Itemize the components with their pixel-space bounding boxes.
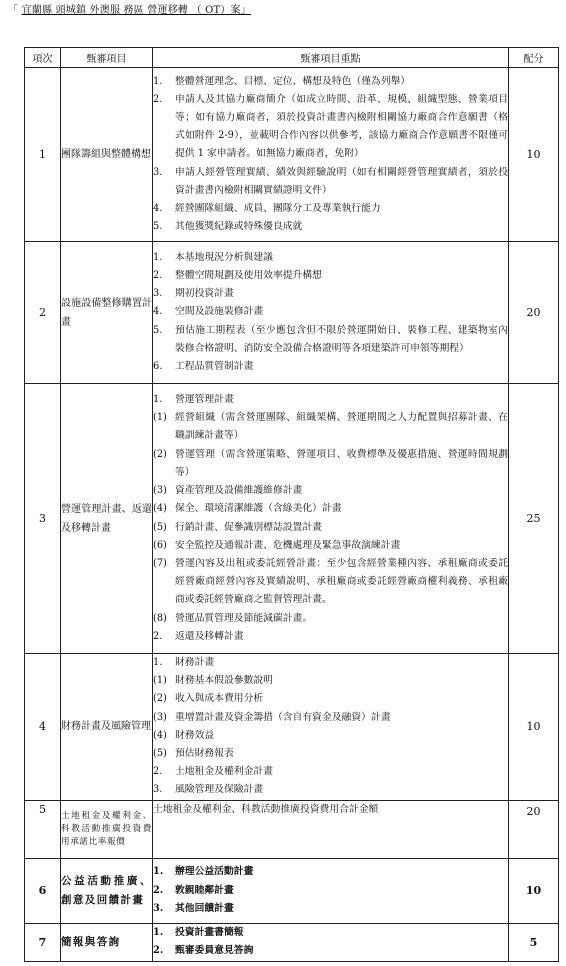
table-row [25, 858, 559, 923]
title-open-bracket: 「 [8, 5, 19, 16]
list-item: (4) 保全、環境清潔維護（含綠美化）計畫 [153, 503, 342, 515]
table-row [25, 384, 559, 654]
list-item: (2) 營運管理（需含營運策略、營運項目、收費標準及優惠措施、營運時間規劃等） [153, 448, 508, 478]
row-desc [153, 654, 509, 801]
list-item: 1. 整體營運理念、目標、定位、構想及特色（僅為列舉） [153, 75, 411, 87]
row-no: 6 [25, 858, 61, 923]
row-desc [153, 800, 509, 858]
list-item: 3. 申請人經營管理實績、績效與經驗說明（如有相關經營管理實績者，須於投資計畫書內檢附相關實績證明文件） [153, 166, 508, 196]
table-row [25, 800, 559, 858]
evaluation-table [24, 47, 559, 962]
list-item: (2) 收入與成本費用分析 [153, 693, 264, 705]
row-item: 財務計畫及風險管理 [61, 654, 153, 801]
header-no: 項次 [25, 48, 61, 68]
list-item: (1) 經營組織（需含營運團隊、組織架構、營運期間之人力配置與招募計畫、在職訓練計畫等） [153, 412, 508, 442]
row-item: 簡報與答詢 [61, 923, 153, 961]
table-row [25, 68, 559, 242]
row-no: 7 [25, 923, 61, 961]
row-item: 設施設備整修購置計畫 [61, 242, 153, 384]
document-title [8, 4, 428, 18]
row-score: 25 [509, 384, 559, 654]
list-item: 1. 投資計畫書簡報 [153, 926, 244, 938]
list-item: 2. 甄審委員意見答詢 [153, 945, 254, 957]
list-item: (1) 財務基本假設參數說明 [153, 675, 273, 687]
list-item: 土地租金及權利金、科教活動推廣投資費用合計金額 [153, 803, 379, 815]
list-item: 2. 申請人及其協力廠商簡介（如成立時間、沿革、規模、組織型態、營業項目等；如有協力廠商者，須於投資計畫書內檢附相關協力廠商合作意願書（格式如附件 2-9），並載明合作內容以供參考，該協力廠商合作意願書不限僅可提供 1 家申請者。如無協力廠商者，免附） [153, 93, 508, 160]
title-text: 宜蘭縣 頭城鎮 外澳服 務區 營運移轉 （ OT）案」 [21, 5, 251, 16]
list-item: (3) 重增置計畫及資金籌措（含自有資金及融資）計畫 [153, 711, 391, 723]
row-desc [153, 68, 509, 242]
header-desc: 甄審項目重點 [153, 48, 509, 68]
list-item: (7) 營運內容及出租或委託經營計畫：至少包含經營業種內容、承租廠商或委託經營廠商經營內容及實績說明、承租廠商或委託經營廠商權利義務、承租廠商或委託經營廠商之監督管理計畫。 [153, 557, 508, 606]
list-item: (4) 財務效益 [153, 729, 215, 741]
list-item: 1. 本基地現況分析與建議 [153, 251, 273, 263]
row-item: 土地租金及權利金、科教活動推廣投資費用承諾比率報價 [61, 800, 153, 858]
list-item: 3. 其他回饋計畫 [153, 902, 234, 914]
row-no: 5 [25, 800, 61, 858]
list-item: 3. 期初投資計畫 [153, 288, 234, 300]
row-item: 公益活動推廣、創意及回饋計畫 [61, 858, 153, 923]
table-header-row [25, 48, 559, 68]
row-score: 20 [509, 242, 559, 384]
row-no: 4 [25, 654, 61, 801]
row-desc [153, 242, 509, 384]
row-item: 營運管理計畫、返還及移轉計畫 [61, 384, 153, 654]
list-item: (8) 營運品質管理及節能減碳計畫。 [153, 612, 313, 624]
list-item: 3. 風險管理及保險計畫 [153, 784, 264, 796]
list-item: 2. 整體空間規劃及使用效率提升構想 [153, 269, 322, 281]
list-item: 2. 土地租金及權利金計畫 [153, 766, 273, 778]
list-item: 4. 經營團隊組織、成員、團隊分工及專業執行能力 [153, 203, 381, 214]
row-score: 20 [509, 800, 559, 858]
list-item: 6. 工程品質管制計畫 [153, 361, 254, 372]
row-score: 10 [509, 68, 559, 242]
list-item: 2. 敦親睦鄰計畫 [153, 884, 234, 896]
list-item: (3) 資產管理及設備維護維修計畫 [153, 485, 303, 497]
list-item: 2. 返還及移轉計畫 [153, 630, 244, 642]
row-no: 2 [25, 242, 61, 384]
header-item: 甄審項目 [61, 48, 153, 68]
row-desc [153, 858, 509, 923]
row-score: 10 [509, 858, 559, 923]
list-item: 5. 預估施工期程表（至少應包含但不限於營運開始日、裝修工程、建築物室內裝修合格證明、消防安全設備合格證明等各項建築許可申領等期程） [153, 324, 508, 354]
row-score: 5 [509, 923, 559, 961]
row-desc [153, 384, 509, 654]
table-row [25, 923, 559, 961]
row-no: 3 [25, 384, 61, 654]
row-item: 團隊籌組與整體構想 [61, 68, 153, 242]
row-no: 1 [25, 68, 61, 242]
list-item: 1. 辦理公益活動計畫 [153, 866, 254, 878]
list-item: 4. 空間及設施裝修計畫 [153, 306, 264, 318]
table-row [25, 654, 559, 801]
list-item: (5) 預估財務報表 [153, 748, 234, 760]
list-item: 1. 營運管理計畫 [153, 394, 234, 406]
list-item: (6) 安全監控及通報計畫、危機處理及緊急事故演練計畫 [153, 539, 401, 551]
header-score: 配分 [509, 48, 559, 68]
list-item: 1. 財務計畫 [153, 657, 215, 668]
row-desc [153, 923, 509, 961]
list-item: 5. 其他獲獎紀錄或特殊優良成就 [153, 221, 303, 233]
table-row [25, 242, 559, 384]
row-score: 10 [509, 654, 559, 801]
list-item: (5) 行銷計畫、促參識別標誌設置計畫 [153, 521, 322, 533]
